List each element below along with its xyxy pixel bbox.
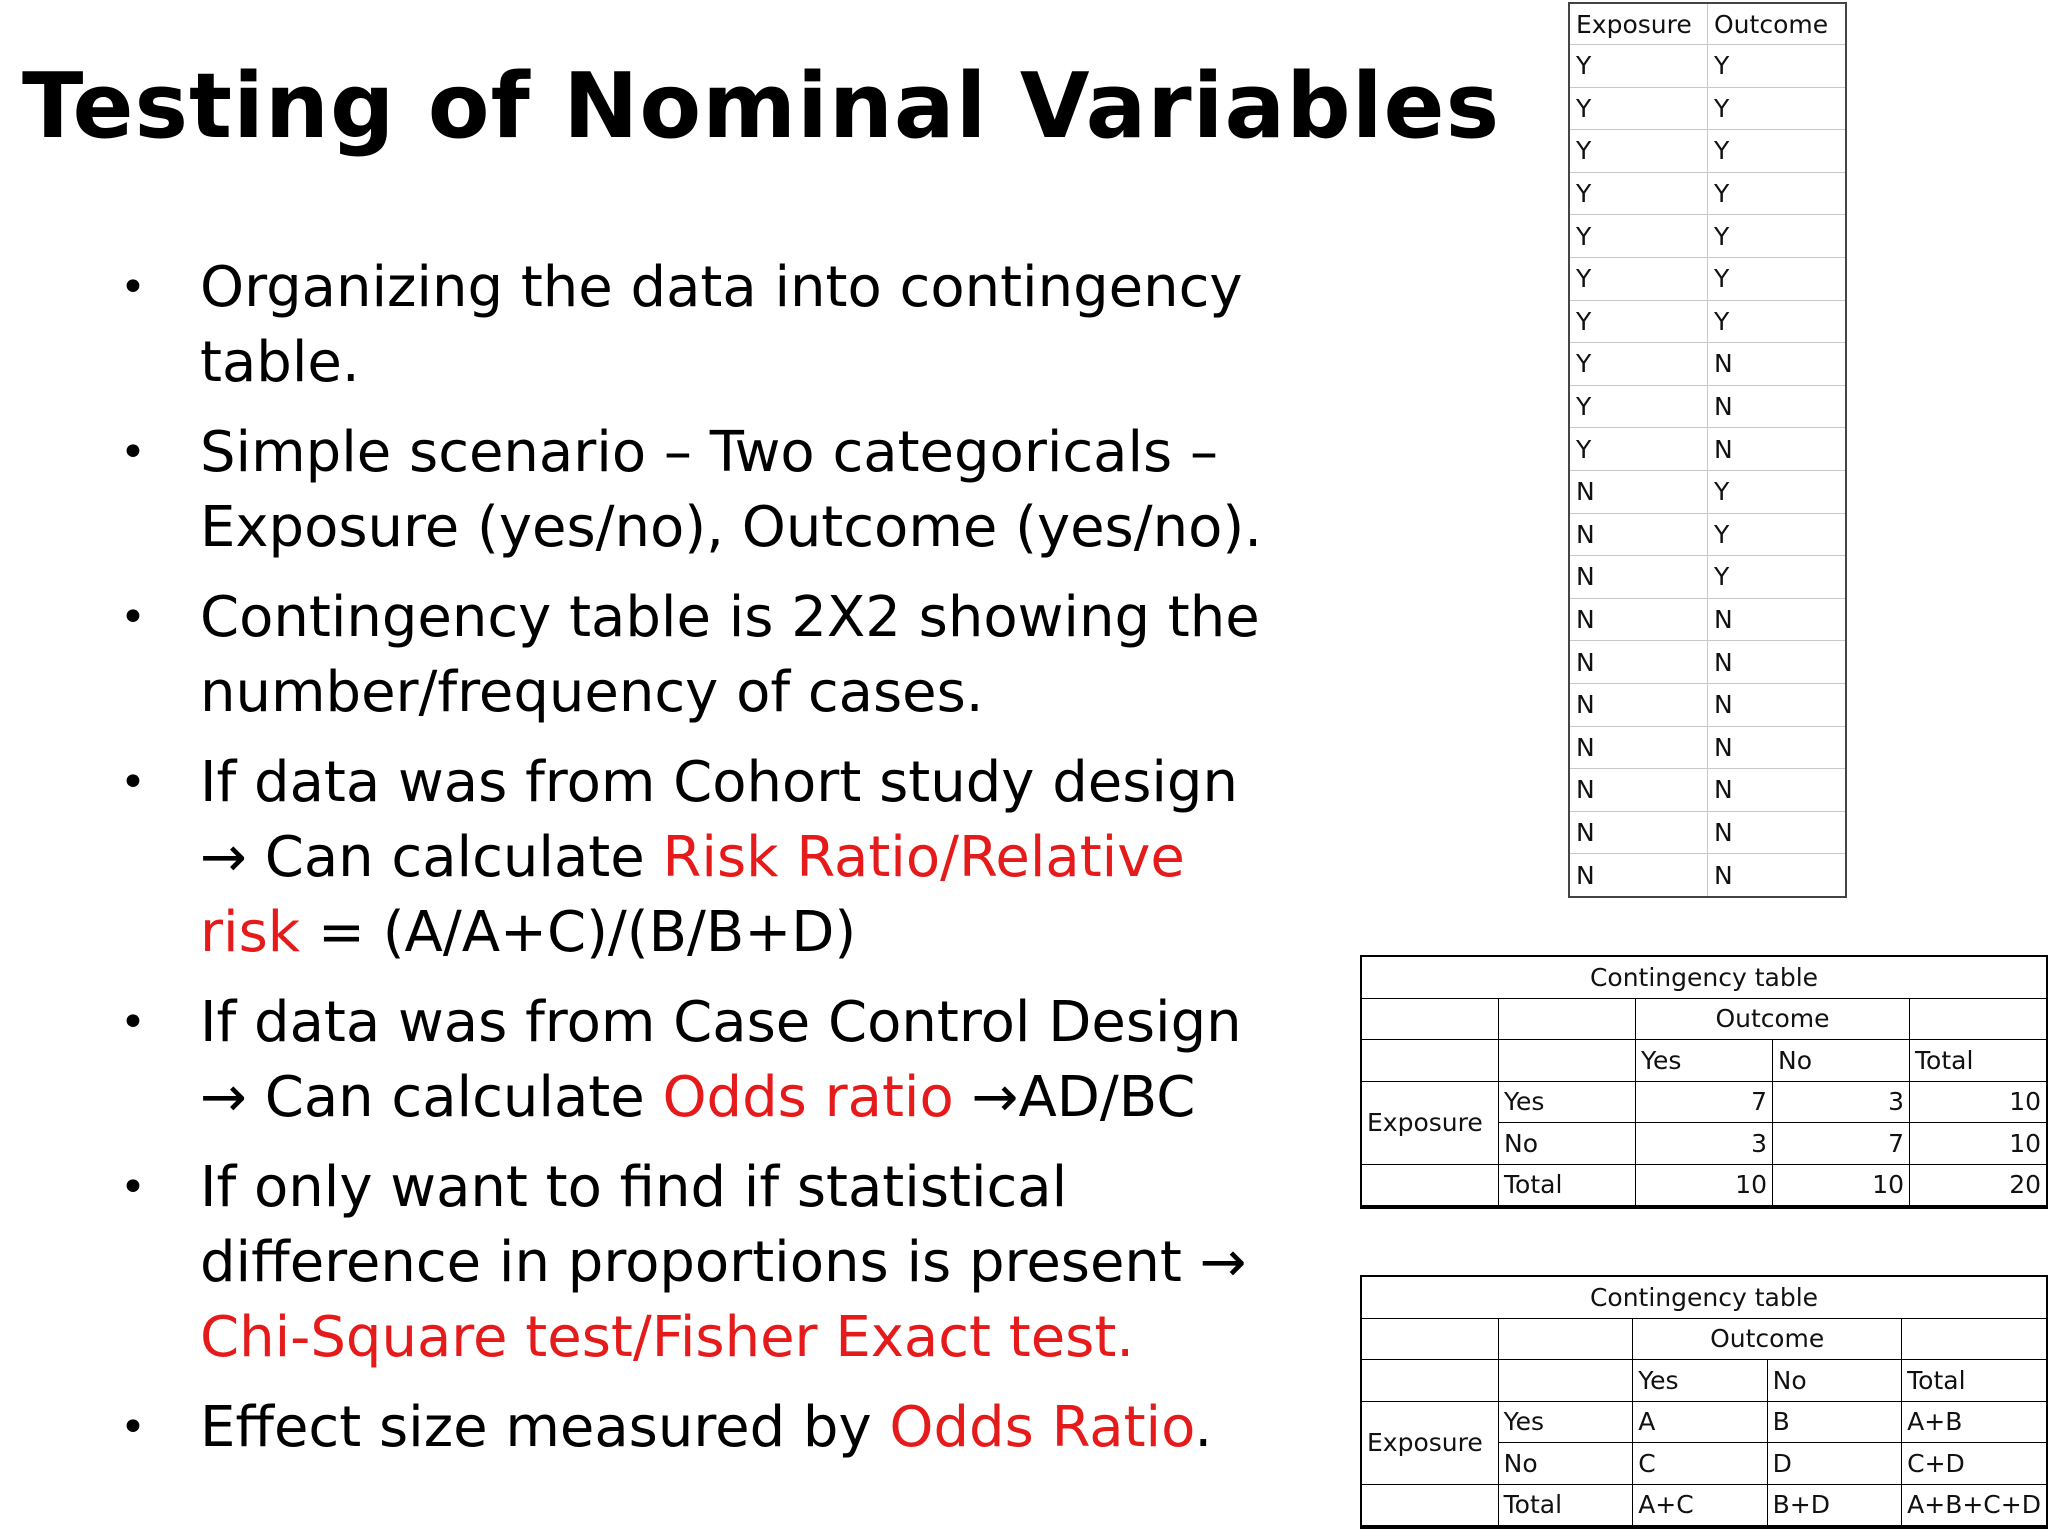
raw-table-cell: N xyxy=(1569,854,1708,897)
bullet-line xyxy=(200,580,1348,655)
bullet-item xyxy=(118,580,1348,730)
ct-col-header: Yes xyxy=(1633,1360,1767,1402)
bullet-line xyxy=(200,1060,1348,1135)
ct-cell: 10 xyxy=(1636,1164,1773,1207)
ct-title: Contingency table xyxy=(1361,956,2047,998)
raw-column-header: Outcome xyxy=(1708,3,1847,45)
bullet-line xyxy=(200,1300,1348,1375)
raw-table-row xyxy=(1569,172,1846,215)
ct-data-row xyxy=(1361,1401,2047,1443)
ct-col-header-row xyxy=(1361,1040,2047,1082)
ct-empty-cell xyxy=(1499,998,1636,1040)
ct-row-label: Total xyxy=(1499,1164,1636,1207)
bullet-dot: • xyxy=(120,262,146,313)
bullet-line xyxy=(200,1225,1348,1300)
raw-table-cell: Y xyxy=(1708,556,1847,599)
raw-table-cell: Y xyxy=(1569,87,1708,130)
ct-outcome-label: Outcome xyxy=(1636,998,1910,1040)
bullet-text: → Can calculate xyxy=(200,825,663,890)
bullet-line xyxy=(200,895,1348,970)
raw-table-row xyxy=(1569,598,1846,641)
raw-table-row xyxy=(1569,130,1846,173)
ct-row-label: No xyxy=(1498,1443,1633,1485)
bullet-line xyxy=(200,250,1348,325)
ct-outcome-row xyxy=(1361,998,2047,1040)
bullet-item xyxy=(118,1390,1348,1465)
bullet-item xyxy=(118,1150,1348,1375)
raw-table-row xyxy=(1569,215,1846,258)
raw-table-cell: N xyxy=(1569,683,1708,726)
bullet-line xyxy=(200,1150,1348,1225)
bullet-dot: • xyxy=(120,1162,146,1213)
ct-cell: 10 xyxy=(1910,1123,2048,1165)
ct-outcome-row xyxy=(1361,1318,2047,1360)
raw-table-cell: N xyxy=(1708,811,1847,854)
bullet-text: = (A/A+C)/(B/B+D) xyxy=(300,900,857,965)
ct-cell: 10 xyxy=(1910,1081,2048,1123)
bullet-item xyxy=(118,745,1348,970)
bullet-text: Exposure (yes/no), Outcome (yes/no). xyxy=(200,495,1263,560)
ct-title-row xyxy=(1361,956,2047,998)
ct-col-header: No xyxy=(1773,1040,1910,1082)
ct-cell: A xyxy=(1633,1401,1767,1443)
raw-table-cell: Y xyxy=(1708,300,1847,343)
raw-table-cell: N xyxy=(1708,428,1847,471)
raw-table-row xyxy=(1569,45,1846,88)
bullet-dot: • xyxy=(120,592,146,643)
ct-cell: A+B xyxy=(1902,1401,2047,1443)
ct-empty-cell xyxy=(1910,998,2048,1040)
bullet-item xyxy=(118,985,1348,1135)
ct-outcome-label: Outcome xyxy=(1633,1318,1902,1360)
raw-header-row xyxy=(1569,3,1846,45)
bullet-text: Organizing the data into contingency xyxy=(200,255,1243,320)
raw-table-cell: N xyxy=(1708,726,1847,769)
raw-table-cell: Y xyxy=(1569,257,1708,300)
raw-table-cell: Y xyxy=(1708,215,1847,258)
raw-table-row xyxy=(1569,811,1846,854)
bullet-text: If data was from Case Control Design xyxy=(200,990,1242,1055)
ct-cell: B xyxy=(1767,1401,1902,1443)
ct-col-header-row xyxy=(1361,1360,2047,1402)
bullet-text-highlight: Risk Ratio/Relative xyxy=(662,825,1185,890)
ct-empty-cell xyxy=(1361,998,1499,1040)
ct-empty-cell xyxy=(1361,1484,1498,1527)
ct-cell: C+D xyxy=(1902,1443,2047,1485)
bullet-line xyxy=(200,325,1348,400)
raw-table-cell: N xyxy=(1569,513,1708,556)
bullet-text: difference in proportions is present → xyxy=(200,1230,1247,1295)
raw-table-row xyxy=(1569,683,1846,726)
bullet-dot: • xyxy=(120,427,146,478)
bullet-line xyxy=(200,490,1348,565)
raw-table-cell: Y xyxy=(1569,172,1708,215)
raw-table-row xyxy=(1569,854,1846,897)
raw-table-row xyxy=(1569,428,1846,471)
ct-cell: 7 xyxy=(1773,1123,1910,1165)
bullet-text-highlight: Odds ratio xyxy=(662,1065,954,1130)
ct-row-label: Yes xyxy=(1499,1081,1636,1123)
bullet-line xyxy=(200,1390,1348,1465)
bullet-text: If data was from Cohort study design xyxy=(200,750,1238,815)
raw-column-header: Exposure xyxy=(1569,3,1708,45)
raw-table-cell: N xyxy=(1708,683,1847,726)
ct-col-header: Yes xyxy=(1636,1040,1773,1082)
raw-table-cell: Y xyxy=(1569,300,1708,343)
raw-table-cell: N xyxy=(1708,854,1847,897)
raw-table-row xyxy=(1569,343,1846,386)
raw-table-cell: N xyxy=(1569,556,1708,599)
ct-cell: 3 xyxy=(1636,1123,1773,1165)
raw-table-row xyxy=(1569,385,1846,428)
ct-empty-cell xyxy=(1361,1040,1499,1082)
raw-table-cell: Y xyxy=(1708,87,1847,130)
ct-data-row xyxy=(1361,1484,2047,1527)
ct-cell: C xyxy=(1633,1443,1767,1485)
bullet-text-highlight: Chi-Square test/Fisher Exact test. xyxy=(200,1305,1135,1370)
contingency-table-numeric xyxy=(1360,955,2048,1209)
ct-exposure-label: Exposure xyxy=(1361,1401,1498,1484)
raw-table-cell: N xyxy=(1569,598,1708,641)
bullet-text: If only want to find if statistical xyxy=(200,1155,1068,1220)
raw-table-cell: N xyxy=(1708,641,1847,684)
ct-col-header: Total xyxy=(1910,1040,2048,1082)
bullet-line xyxy=(200,985,1348,1060)
ct-empty-cell xyxy=(1361,1360,1498,1402)
ct-cell: 20 xyxy=(1910,1164,2048,1207)
raw-table-cell: Y xyxy=(1569,130,1708,173)
ct-cell: 7 xyxy=(1636,1081,1773,1123)
raw-table-cell: Y xyxy=(1708,257,1847,300)
raw-table-cell: Y xyxy=(1569,215,1708,258)
bullet-item xyxy=(118,250,1348,400)
raw-table-cell: N xyxy=(1569,769,1708,812)
ct-empty-cell xyxy=(1361,1164,1499,1207)
raw-table-cell: N xyxy=(1569,811,1708,854)
raw-table-row xyxy=(1569,87,1846,130)
bullet-text-highlight: risk xyxy=(200,900,301,965)
raw-data-table xyxy=(1568,2,1847,898)
bullet-text: . xyxy=(1194,1395,1213,1460)
bullet-text: number/frequency of cases. xyxy=(200,660,984,725)
ct-empty-cell xyxy=(1498,1318,1633,1360)
bullet-line xyxy=(200,745,1348,820)
ct-cell: B+D xyxy=(1767,1484,1902,1527)
raw-table-cell: N xyxy=(1569,641,1708,684)
ct-row-label: Total xyxy=(1498,1484,1633,1527)
bullet-text: table. xyxy=(200,330,360,395)
bullet-text: → Can calculate xyxy=(200,1065,663,1130)
ct-cell: 10 xyxy=(1773,1164,1910,1207)
bullet-line xyxy=(200,820,1348,895)
raw-table-cell: Y xyxy=(1569,45,1708,88)
raw-table-cell: N xyxy=(1708,343,1847,386)
ct-empty-cell xyxy=(1499,1040,1636,1082)
raw-table-cell: N xyxy=(1708,598,1847,641)
raw-table-row xyxy=(1569,726,1846,769)
bullet-line xyxy=(200,415,1348,490)
bullet-dot: • xyxy=(120,1402,146,1453)
raw-table-cell: Y xyxy=(1708,513,1847,556)
bullet-dot: • xyxy=(120,997,146,1048)
bullet-dot: • xyxy=(120,757,146,808)
bullet-text-highlight: Odds Ratio xyxy=(889,1395,1195,1460)
ct-row-label: No xyxy=(1499,1123,1636,1165)
ct-cell: D xyxy=(1767,1443,1902,1485)
raw-table-cell: Y xyxy=(1708,172,1847,215)
ct-title: Contingency table xyxy=(1361,1276,2047,1318)
raw-table-cell: N xyxy=(1569,726,1708,769)
ct-cell: A+B+C+D xyxy=(1902,1484,2047,1527)
raw-table-row xyxy=(1569,641,1846,684)
bullet-text: Contingency table is 2X2 showing the xyxy=(200,585,1260,650)
raw-table-cell: N xyxy=(1708,769,1847,812)
contingency-table-symbolic xyxy=(1360,1275,2048,1529)
ct-row-label: Yes xyxy=(1498,1401,1633,1443)
raw-table-row xyxy=(1569,769,1846,812)
ct-col-header: Total xyxy=(1902,1360,2047,1402)
ct-col-header: No xyxy=(1767,1360,1902,1402)
raw-table-row xyxy=(1569,257,1846,300)
ct-cell: 3 xyxy=(1773,1081,1910,1123)
bullet-item xyxy=(118,415,1348,565)
bullet-list xyxy=(118,250,1348,1480)
raw-table-cell: N xyxy=(1708,385,1847,428)
bullet-line xyxy=(200,655,1348,730)
raw-table-row xyxy=(1569,556,1846,599)
ct-cell: A+C xyxy=(1633,1484,1767,1527)
raw-table-cell: N xyxy=(1569,470,1708,513)
bullet-text: Effect size measured by xyxy=(200,1395,890,1460)
slide-title: Testing of Nominal Variables xyxy=(22,54,1501,159)
raw-table-cell: Y xyxy=(1569,428,1708,471)
raw-table-cell: Y xyxy=(1708,45,1847,88)
ct-data-row xyxy=(1361,1081,2047,1123)
ct-title-row xyxy=(1361,1276,2047,1318)
raw-table-cell: Y xyxy=(1708,130,1847,173)
raw-table-row xyxy=(1569,513,1846,556)
ct-empty-cell xyxy=(1361,1318,1498,1360)
ct-data-row xyxy=(1361,1164,2047,1207)
raw-table-cell: Y xyxy=(1569,343,1708,386)
bullet-text: Simple scenario – Two categoricals – xyxy=(200,420,1219,485)
ct-empty-cell xyxy=(1902,1318,2047,1360)
ct-exposure-label: Exposure xyxy=(1361,1081,1499,1164)
raw-table-row xyxy=(1569,300,1846,343)
raw-table-row xyxy=(1569,470,1846,513)
bullet-text: →AD/BC xyxy=(953,1065,1196,1130)
raw-table-cell: Y xyxy=(1708,470,1847,513)
raw-table-cell: Y xyxy=(1569,385,1708,428)
ct-empty-cell xyxy=(1498,1360,1633,1402)
